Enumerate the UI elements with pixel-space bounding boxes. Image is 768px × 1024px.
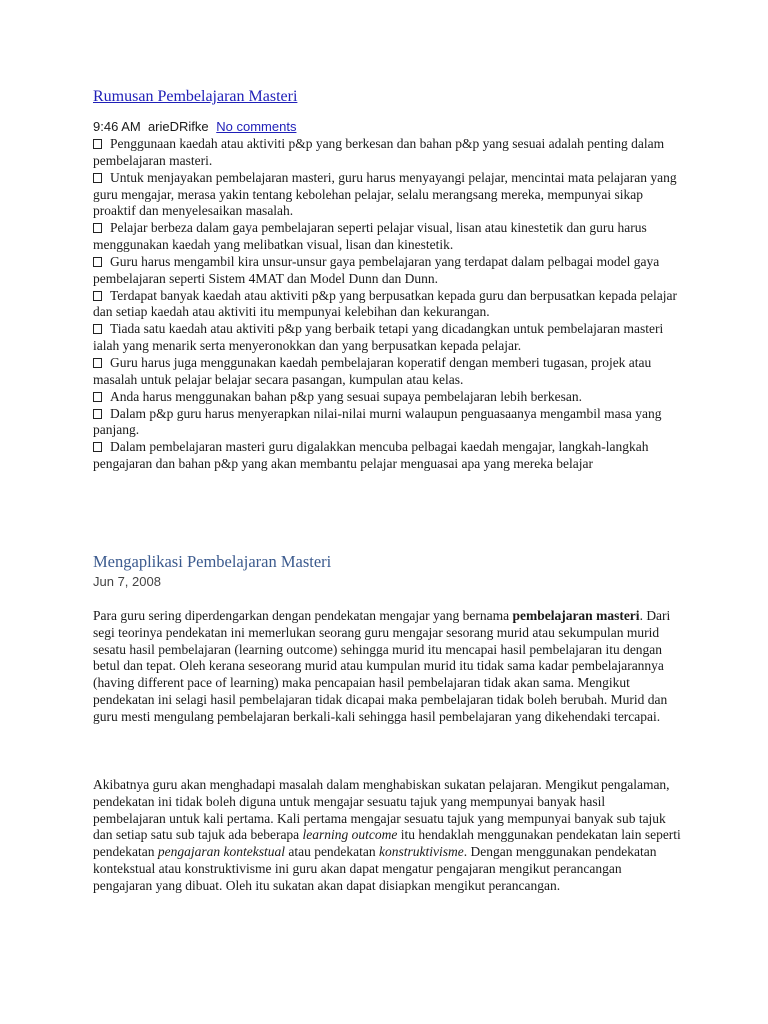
bullet-box-icon: [93, 223, 102, 233]
bullet-box-icon: [93, 173, 102, 183]
bullet-box-icon: [93, 324, 102, 334]
list-item: Guru harus juga menggunakan kaedah pembelajaran koperatif dengan memberi tugasan, projek atau masalah untuk pelajar belajar secara pasangan, kumpulan atau kelas.: [93, 354, 652, 387]
post-title: Mengaplikasi Pembelajaran Masteri: [93, 552, 332, 571]
italic-term: konstruktivisme: [379, 844, 464, 860]
list-item: Pelajar berbeza dalam gaya pembelajaran seperti pelajar visual, lisan atau kinestetik dan guru harus menggunakan kaedah yang melibatkan visual, lisan dan kinestetik.: [93, 220, 647, 253]
bullet-box-icon: [93, 442, 102, 452]
list-item: Anda harus menggunakan bahan p&p yang sesuai supaya pembelajaran lebih berkesan.: [93, 389, 678, 406]
bullet-box-icon: [93, 358, 102, 368]
list-item: Untuk menjayakan pembelajaran masteri, guru harus menyayangi pelajar, mencintai mata pelajaran yang guru mengajar, merasa yakin tentang kebolehan pelajar, selalu merangsang mereka, mempunyai sikap proaktif dan menyelesaikan masalah.: [93, 169, 677, 219]
list-item: Tiada satu kaedah atau aktiviti p&p yang berbaik tetapi yang dicadangkan untuk pembelajaran masteri ialah yang menarik serta menyeronokkan dan yang berpusatkan kepada pelajar.: [93, 321, 664, 354]
list-item: Guru harus mengambil kira unsur-unsur gaya pembelajaran yang terdapat dalam pelbagai model gaya pembelajaran seperti Sistem 4MAT dan Model Dunn dan Dunn.: [93, 253, 660, 286]
post-author: arieDRifke: [147, 119, 209, 134]
post-meta: [93, 119, 296, 134]
post-date: Jun 7, 2008: [93, 574, 161, 589]
bullet-box-icon: [93, 291, 102, 301]
list-item: Dalam p&p guru harus menyerapkan nilai-nilai murni walaupun penguasaanya mengambil masa yang panjang.: [93, 405, 662, 438]
list-item: Penggunaan kaedah atau aktiviti p&p yang berkesan dan bahan p&p yang sesuai adalah penting dalam pembelajaran masteri.: [93, 136, 665, 168]
bold-term: pembelajaran masteri: [512, 608, 640, 623]
list-item: Dalam pembelajaran masteri guru digalakkan mencuba pelbagai kaedah mengajar, langkah-langkah pengajaran dan bahan p&p yang akan membantu pelajar menguasai apa yang mereka belajar: [93, 439, 649, 472]
paragraph: Akibatnya guru akan menghadapi masalah dalam menghabiskan sukatan pelajaran. Mengikut pengalaman, pendekatan ini tidak boleh diguna untuk mengajar sesuatu tajuk yang mempunyai banyak hasil pembelajaran untuk kali pertama. Kali pertama mengajar sesuatu tajuk yang mempunyai banyak sub tajuk dan setiap satu sub tajuk ada beberapa learning outcome itu hendaklah menggunakan pendekatan lain seperti pendekatan pengajaran kontekstual atau pendekatan konstruktivisme. Dengan menggunakan pendekatan kontekstual atau konstruktivisme ini guru akan dapat mengatur pengajaran mengikut perancangan pengajaran yang dibuat. Oleh itu sukatan akan dapat disiapkan mengikut perancangan.: [93, 777, 681, 893]
bullet-box-icon: [93, 139, 102, 149]
italic-term: learning outcome: [302, 827, 398, 843]
bullet-list: [93, 136, 678, 473]
bullet-box-icon: [93, 392, 102, 402]
italic-term: pengajaran kontekstual: [157, 844, 285, 860]
bullet-box-icon: [93, 409, 102, 419]
post-time: 9:46 AM: [93, 119, 141, 134]
comments-link[interactable]: No comments: [216, 119, 297, 134]
post-title-link[interactable]: Rumusan Pembelajaran Masteri: [93, 88, 298, 105]
list-item: Terdapat banyak kaedah atau aktiviti p&p yang berpusatkan kepada guru dan berpusatkan kepada pelajar dan setiap kaedah atau aktiviti itu mempunyai kelebihan dan kekurangan.: [93, 287, 677, 320]
paragraph: Para guru sering diperdengarkan dengan pendekatan mengajar yang bernama pembelajaran masteri. Dari segi teorinya pendekatan ini memerlukan seorang guru mengajar sesorang murid atau sekumpulan murid sesatu hasil pembelajaran (learning outcome) sehingga murid itu mencapai hasil pembelajaran itu dengan betul dan tepat. Oleh kerana seseorang murid atau kumpulan murid itu tidak sama kadar pembelajarannya (having different pace of learning) maka pencapaian hasil pembelajaran tidak akan sama. Mengikut pendekatan ini selagi hasil pembelajaran tidak dicapai maka pembelajaran tidak boleh berubah. Murid dan guru mesti mengulang pembelajaran berkali-kali sehingga hasil pembelajaran yang dikehendaki tercapai.: [93, 608, 671, 724]
bullet-box-icon: [93, 257, 102, 267]
